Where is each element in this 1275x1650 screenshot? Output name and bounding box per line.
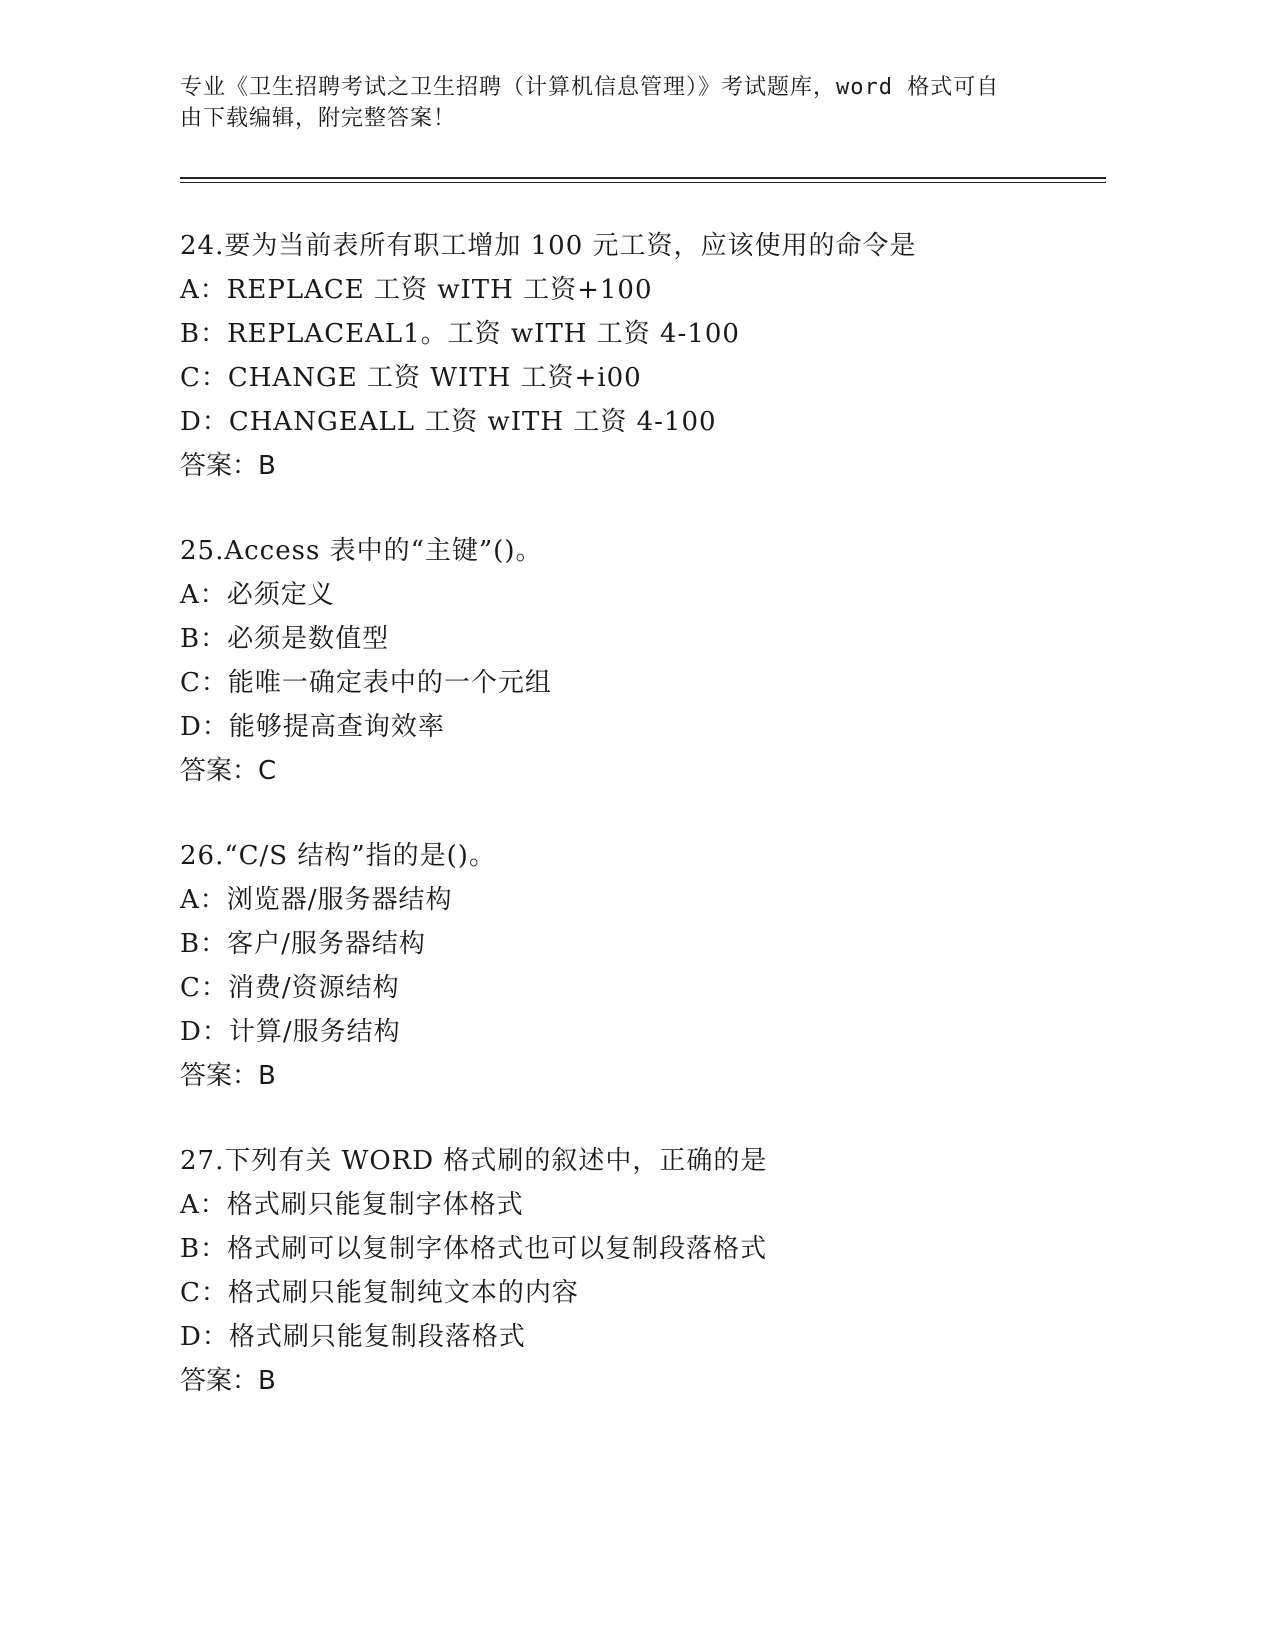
option-b: B：REPLACEAL1。工资 wITH 工资 4-100 [180,319,740,349]
option-d: D：计算/服务结构 [180,1017,401,1047]
header-divider-thick [180,177,1106,179]
answer-label: 答案：B [180,1366,276,1396]
option-a: A：浏览器/服务器结构 [180,885,453,915]
question-27 [180,1139,1100,1403]
option-d: D：CHANGEALL 工资 wITH 工资 4-100 [180,407,717,437]
option-c: C：格式刷只能复制纯文本的内容 [180,1278,579,1308]
question-stem: 24.要为当前表所有职工增加 100 元工资，应该使用的命令是 [180,231,917,261]
question-stem: 25.Access 表中的“主键”()。 [180,536,543,566]
option-c: C：消费/资源结构 [180,973,400,1003]
answer-label: 答案：C [180,756,277,786]
question-24 [180,224,1100,488]
option-c: C：CHANGE 工资 WITH 工资+i00 [180,363,642,393]
header-line-1: 专业《卫生招聘考试之卫生招聘（计算机信息管理）》考试题库，word 格式可自 [180,75,1000,100]
option-d: D：能够提高查询效率 [180,712,445,742]
question-stem: 27.下列有关 WORD 格式刷的叙述中，正确的是 [180,1146,768,1176]
option-d: D：格式刷只能复制段落格式 [180,1322,526,1352]
header-divider-thin [180,182,1106,183]
answer-label: 答案：B [180,451,276,481]
question-25 [180,529,1100,793]
option-b: B：格式刷可以复制字体格式也可以复制段落格式 [180,1234,768,1264]
option-a: A：格式刷只能复制字体格式 [180,1190,524,1220]
document-header [180,72,1040,134]
option-c: C：能唯一确定表中的一个元组 [180,668,552,698]
question-26 [180,834,1100,1098]
header-line-2: 由下载编辑，附完整答案！ [180,106,457,131]
option-a: A：REPLACE 工资 wITH 工资+100 [180,275,653,305]
option-a: A：必须定义 [180,580,335,610]
question-stem: 26.“C/S 结构”指的是()。 [180,841,496,871]
option-b: B：必须是数值型 [180,624,390,654]
option-b: B：客户/服务器结构 [180,929,426,959]
answer-label: 答案：B [180,1061,276,1091]
